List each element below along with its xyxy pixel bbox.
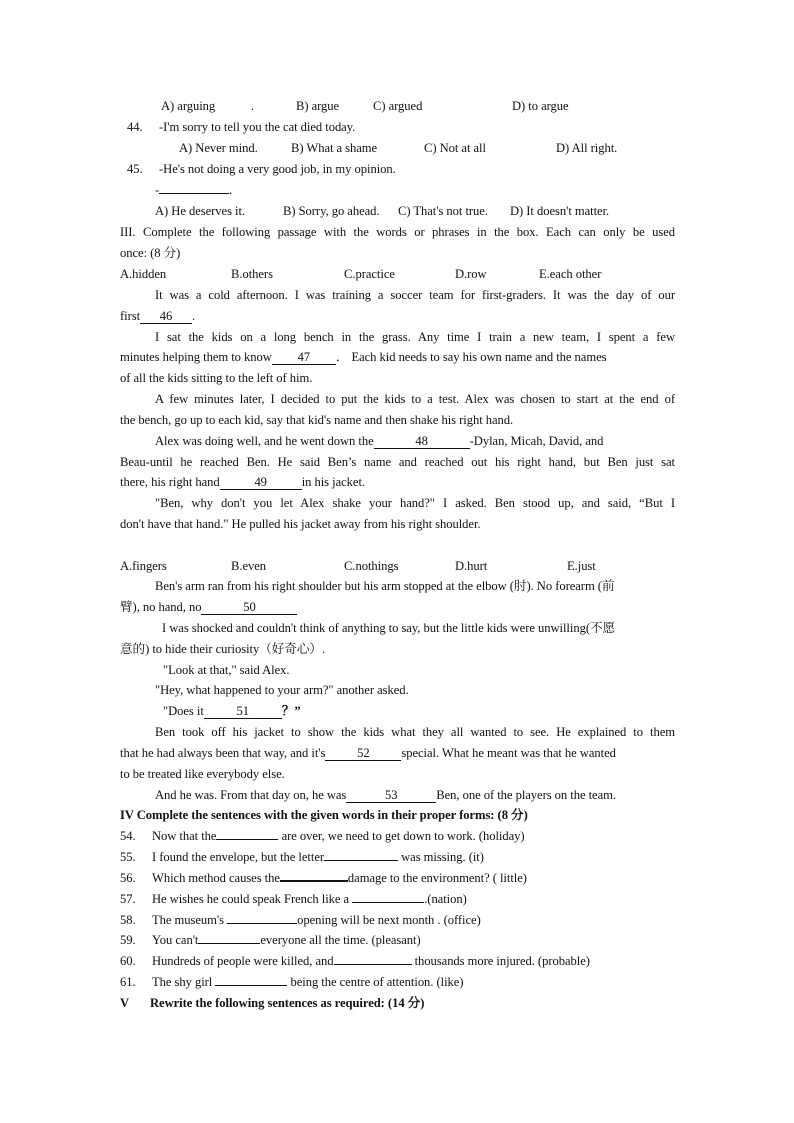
box2-option-b: B.even: [231, 559, 267, 573]
s4-item-60: [120, 951, 675, 972]
blank-46[interactable]: 46: [140, 309, 192, 324]
item-text-post: thousands more injured. (probable): [414, 954, 590, 968]
item-number: 55.: [120, 850, 136, 864]
p11b-text-pre: that he had always been that way, and it's: [120, 746, 326, 760]
item-text-post: was missing. (it): [401, 850, 484, 864]
passage-p9: "Hey, what happened to your arm?" another asked.: [155, 683, 409, 697]
passage-p6: Ben's arm ran from his right shoulder but his arm stopped at the elbow (肘). No forearm (前: [155, 579, 615, 593]
passage-p1: It was a cold afternoon. I was training a soccer team for first-graders. It was the day of our: [155, 288, 675, 302]
q45-answer-line: [155, 180, 710, 201]
s4-item-58: [120, 910, 675, 931]
section5-number: V: [120, 996, 130, 1010]
passage-p11-cont: [120, 743, 675, 764]
s4-item-55: [120, 847, 675, 868]
passage-p4-cont: Beau-until he reached Ben. He said Ben’s name and reached out his right hand, but Ben just sat: [120, 455, 675, 469]
section5-text: Rewrite the following sentences as required: (14 分): [150, 996, 425, 1010]
box2-option-a: A.fingers: [120, 559, 167, 573]
answer-blank[interactable]: [215, 985, 287, 986]
passage-p4-end: [120, 472, 675, 493]
item-text-post: are over, we need to get down to work. (holiday): [281, 829, 525, 843]
passage-p8: "Look at that," said Alex.: [163, 663, 290, 677]
item-text-pre: The shy girl: [152, 975, 213, 989]
section4-title: IV Complete the sentences with the given words in their proper forms: (8 分): [120, 808, 528, 822]
q44-option-a: A) Never mind.: [179, 141, 258, 155]
box2-option-c: C.nothings: [344, 559, 399, 573]
box1-option-b: B.others: [231, 267, 273, 281]
q43-option-c: C) argued: [373, 99, 423, 113]
q44-number: 44.: [127, 120, 143, 134]
item-text-pre: Now that the: [152, 829, 217, 843]
p2-text-pre: minutes helping them to know: [120, 350, 272, 364]
item-text-post: everyone all the time. (pleasant): [260, 933, 421, 947]
blank-50[interactable]: 50: [201, 600, 297, 615]
p4c-text-post: in his jacket.: [301, 475, 365, 489]
s4-item-57: [120, 889, 675, 910]
p12-text-pre: And he was. From that day on, he was: [155, 788, 347, 802]
answer-blank[interactable]: [280, 880, 348, 882]
blank-47[interactable]: 47: [272, 350, 336, 365]
q45-dash: -: [155, 183, 160, 197]
item-text-pre: I found the envelope, but the letter: [152, 850, 325, 864]
item-text-pre: Which method causes the: [152, 871, 280, 885]
item-text-post: .(nation): [424, 892, 467, 906]
blank-48[interactable]: 48: [374, 434, 470, 449]
passage-p2-end: of all the kids sitting to the left of him.: [120, 371, 313, 385]
q44-option-c: C) Not at all: [424, 141, 486, 155]
passage-p1-cont: [120, 306, 675, 327]
q45-option-d: D) It doesn't matter.: [510, 204, 610, 218]
q44-option-b: B) What a shame: [291, 141, 378, 155]
q44-text: -I'm sorry to tell you the cat died today.: [159, 120, 356, 134]
box1-option-c: C.practice: [344, 267, 395, 281]
box1-option-a: A.hidden: [120, 267, 167, 281]
p1-text: first: [120, 309, 141, 323]
box1-option-e: E.each other: [539, 267, 602, 281]
q44-question: [127, 117, 682, 138]
p10-text-post: ？”: [281, 704, 301, 718]
s4-item-59: [120, 930, 675, 951]
answer-blank[interactable]: [352, 902, 424, 903]
box2-option-e: E.just: [567, 559, 596, 573]
q43-dot: .: [251, 99, 255, 113]
passage-p3: A few minutes later, I decided to put the kids to a test. Alex was chosen to start at the end of: [155, 392, 675, 406]
item-text-post: opening will be next month . (office): [297, 913, 481, 927]
passage-p4: [155, 431, 710, 452]
box1-option-d: D.row: [455, 267, 487, 281]
blank-49[interactable]: 49: [220, 475, 302, 490]
passage-p7: I was shocked and couldn't think of anything to say, but the little kids were unwilling(不愿: [162, 621, 616, 635]
passage-p2: I sat the kids on a long bench in the grass. Any time I train a new team, I spent a few: [155, 330, 675, 344]
answer-blank[interactable]: [324, 860, 398, 861]
q45-blank: [159, 193, 229, 194]
q43-option-d: D) to argue: [512, 99, 569, 113]
passage-p11: Ben took off his jacket to show the kids what they all wanted to see. He explained to them: [155, 725, 675, 739]
item-number: 58.: [120, 913, 136, 927]
item-text-post: damage to the environment? ( little): [347, 871, 527, 885]
s4-item-61: [120, 972, 675, 993]
q45-number: 45.: [127, 162, 143, 176]
p10-text-pre: "Does it: [163, 704, 204, 718]
q45-option-b: B) Sorry, go ahead.: [283, 204, 380, 218]
s4-item-56: [120, 868, 675, 889]
q43-option-a: A) arguing: [161, 99, 216, 113]
passage-p5-cont: don't have that hand." He pulled his jacket away from his right shoulder.: [120, 517, 481, 531]
answer-blank[interactable]: [198, 943, 260, 944]
section5-title: [120, 993, 675, 1014]
blank-51[interactable]: 51: [204, 704, 282, 719]
passage-p3-cont: the bench, go up to each kid, say that kid's name and then shake his right hand.: [120, 413, 514, 427]
q43-option-b: B) argue: [296, 99, 340, 113]
item-text-post: being the centre of attention. (like): [290, 975, 464, 989]
q45-question: [127, 159, 682, 180]
q44-option-d: D) All right.: [556, 141, 618, 155]
p4-text-pre: Alex was doing well, and he went down the: [155, 434, 374, 448]
item-text-pre: He wishes he could speak French like a: [152, 892, 350, 906]
p2-text-post: ． Each kid needs to say his own name and the names: [335, 350, 607, 364]
box2-option-d: D.hurt: [455, 559, 488, 573]
item-number: 57.: [120, 892, 136, 906]
passage-p5: "Ben, why don't you let Alex shake your hand?" I asked. Ben stood up, and said, “But I: [155, 496, 675, 510]
section3-instructions: III. Complete the following passage with the words or phrases in the box. Each can only be used: [120, 225, 675, 239]
item-text-pre: You can't: [152, 933, 199, 947]
answer-blank[interactable]: [216, 839, 278, 840]
item-text-pre: Hundreds of people were killed, and: [152, 954, 334, 968]
q45-option-a: A) He deserves it.: [155, 204, 246, 218]
passage-p10: [163, 701, 718, 722]
answer-blank[interactable]: [227, 923, 297, 924]
passage-p6-cont: [120, 597, 675, 618]
q45-option-c: C) That's not true.: [398, 204, 488, 218]
p4c-text-pre: there, his right hand: [120, 475, 220, 489]
p11b-text-post: special. What he meant was that he wanted: [401, 746, 616, 760]
s4-item-54: [120, 826, 675, 847]
item-text-pre: The museum's: [152, 913, 224, 927]
p4-text-post: -Dylan, Micah, David, and: [469, 434, 604, 448]
item-number: 59.: [120, 933, 136, 947]
q45-text: -He's not doing a very good job, in my opinion.: [159, 162, 396, 176]
blank-53[interactable]: 53: [346, 788, 436, 803]
answer-blank[interactable]: [334, 964, 412, 965]
passage-p12: [155, 785, 710, 806]
passage-p11-end: to be treated like everybody else.: [120, 767, 285, 781]
q45-period: .: [229, 183, 233, 197]
item-number: 61.: [120, 975, 136, 989]
p12-text-post: Ben, one of the players on the team.: [436, 788, 616, 802]
passage-p2-cont: [120, 347, 675, 368]
item-number: 60.: [120, 954, 136, 968]
section3-instructions-cont: once: (8 分): [120, 246, 181, 260]
p1-period: .: [192, 309, 196, 323]
item-number: 56.: [120, 871, 136, 885]
passage-p7-cont: 意的) to hide their curiosity（好奇心）.: [120, 642, 326, 656]
item-number: 54.: [120, 829, 136, 843]
blank-52[interactable]: 52: [325, 746, 401, 761]
p6-text-pre: 臂), no hand, no: [120, 600, 202, 614]
